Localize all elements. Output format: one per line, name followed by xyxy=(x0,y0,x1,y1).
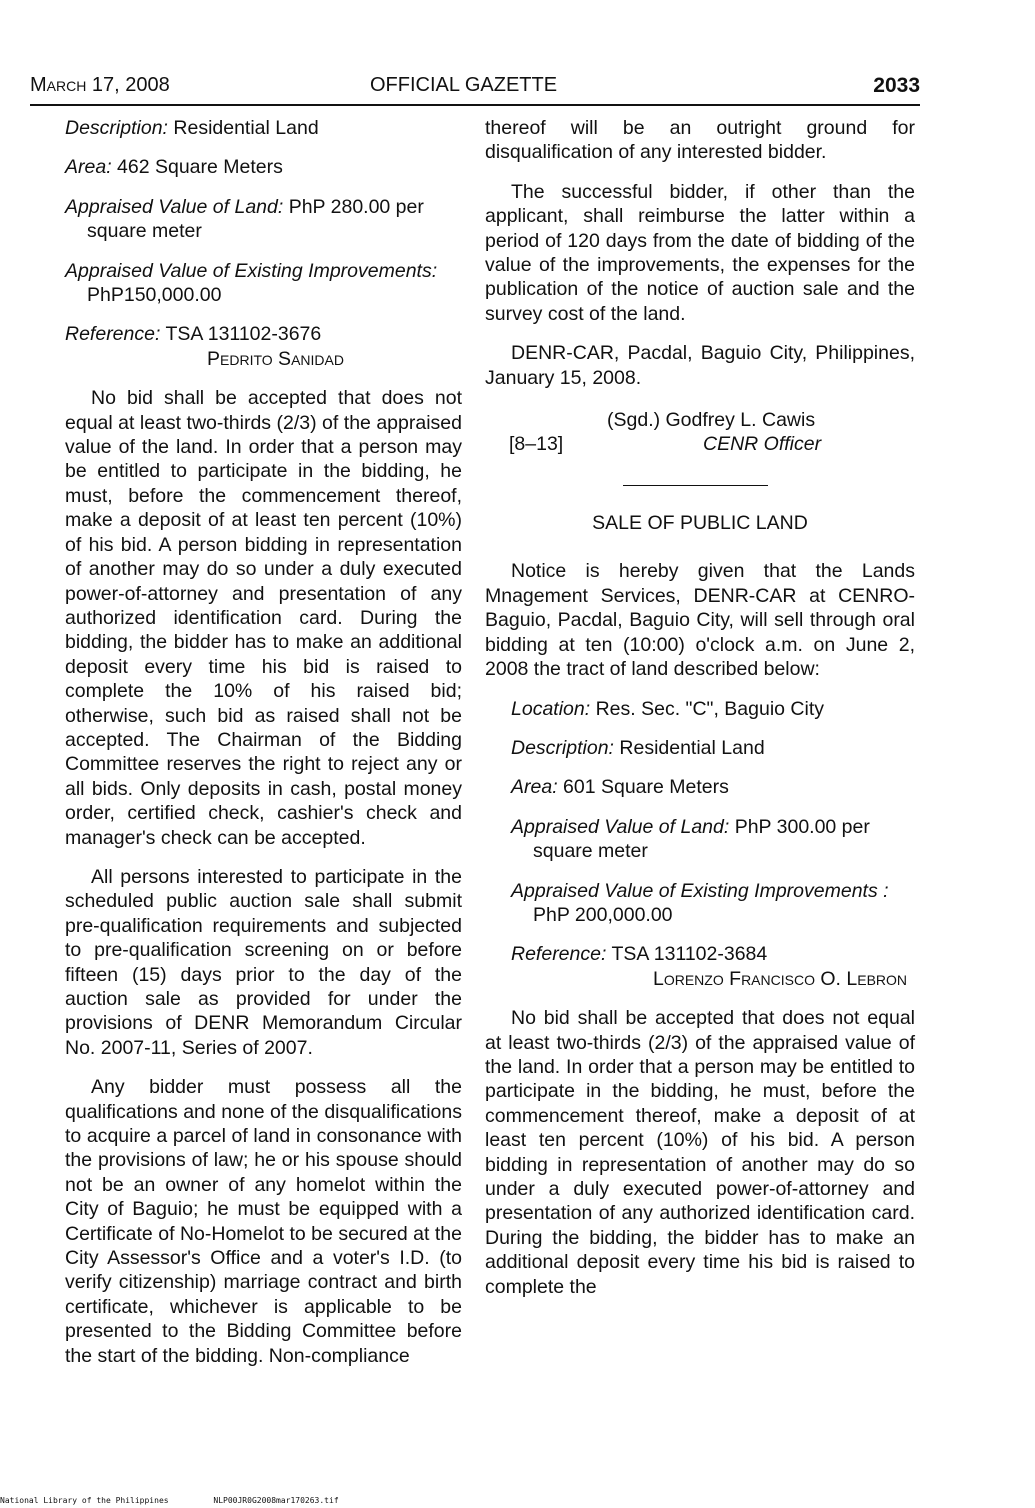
reference-field-2 xyxy=(511,942,915,991)
section-divider xyxy=(623,485,768,486)
appraised-land-label-2: Appraised Value of Land: xyxy=(511,815,730,838)
place-and-date: DENR-CAR, Pacdal, Baguio City, Philippines, January 15, 2008. xyxy=(485,342,915,389)
continued-paragraph: thereof will be an outright ground for disqualification of any interested bidder. xyxy=(485,117,915,164)
scan-footer xyxy=(0,1496,339,1505)
bid-rules-paragraph-2: No bid shall be accepted that does not equal at least two-thirds (2/3) of the appraised value of the land. In order that a person may be entitled to participate in the bidding, he must, before the commencement thereof, make a deposit of at least ten percent (10%) of his bid. A person bidding in representation of another may do so under a duly executed power-of-attorney and presentation of any authorized identification card. During the bidding, the bidder has to make an additional deposit every time his bid is raised to complete the xyxy=(485,1007,915,1298)
description-field xyxy=(65,116,462,140)
area-value-2: 601 Square Meters xyxy=(563,776,729,799)
publication-ref: [8–13] xyxy=(509,433,564,456)
location-label: Location: xyxy=(511,697,591,720)
description-field-2 xyxy=(511,736,915,760)
reference-name-2: Lorenzo Francisco O. Lebron xyxy=(653,967,908,990)
page-header xyxy=(30,70,920,106)
area-field xyxy=(65,155,462,179)
reference-name: Pedrito Sanidad xyxy=(207,347,344,370)
reference-value: TSA 131102-3676 xyxy=(165,323,322,346)
prequalification-paragraph: All persons interested to participate in the scheduled public auction sale shall submit pre-qualification requirements and subjected to pre-qualification screening on or before fifteen (15) days prior to the day of the auction sale as provided for under the provisions of DENR Memorandum Circular No. 2007-11, Series of 2007. xyxy=(65,865,462,1059)
reimbursement-paragraph: The successful bidder, if other than the applicant, shall reimburse the latter within a period of 120 days from the date of bidding of the value of the improvements, the expenses for the publication of the notice of auction sale and the survey cost of the land. xyxy=(485,180,915,325)
appraised-improvements-label-2: Appraised Value of Existing Improvements : xyxy=(511,879,889,902)
appraised-land-value-2: PhP 300.00 per square meter xyxy=(533,815,870,863)
area-value: 462 Square Meters xyxy=(117,156,283,179)
appraised-land-label: Appraised Value of Land: xyxy=(65,195,284,218)
area-label-2: Area: xyxy=(511,776,558,799)
appraised-improvements-field-2 xyxy=(511,879,915,928)
signature-block xyxy=(485,408,915,463)
signatory-role: CENR Officer xyxy=(703,433,822,456)
right-column xyxy=(485,116,915,1314)
appraised-land-field xyxy=(65,195,462,244)
appraised-improvements-value-2: PhP 200,000.00 xyxy=(533,903,673,926)
page-number: 2033 xyxy=(873,74,920,97)
signatory: (Sgd.) Godfrey L. Cawis xyxy=(607,409,816,432)
area-label: Area: xyxy=(65,156,112,179)
section-title: SALE OF PUBLIC LAND xyxy=(592,512,808,535)
left-column xyxy=(65,116,462,1383)
notice-paragraph: Notice is hereby given that the Lands Mnagement Services, DENR-CAR at CENRO-Baguio, Pacdal, Baguio City, will sell through oral bidding at ten (10:00) o'clock a.m. on June 2, 2008 the tract of land described below: xyxy=(485,560,915,681)
location-field xyxy=(511,697,915,721)
description-label-2: Description: xyxy=(511,736,614,759)
appraised-land-value: PhP 280.00 per square meter xyxy=(87,195,424,243)
area-field-2 xyxy=(511,775,915,799)
issue-date: March 17, 2008 xyxy=(30,74,170,96)
reference-field xyxy=(65,322,462,371)
description-value: Residential Land xyxy=(173,117,319,139)
description-value-2: Residential Land xyxy=(619,736,765,759)
library-credit: National Library of the Philippines xyxy=(0,1496,169,1505)
reference-label-2: Reference: xyxy=(511,943,607,966)
appraised-land-field-2 xyxy=(511,815,915,864)
appraised-improvements-field xyxy=(65,259,462,308)
qualifications-paragraph: Any bidder must possess all the qualifications and none of the disqualifications to acquire a parcel of land in consonance with the provisions of law; he or his spouse should not be an owner of any homelot within the City of Baguio; he must be equipped with a Certificate of No-Homelot to be secured at the City Assessor's Office and a voter's I.D. (to verify citizenship) marriage contract and birth certificate, whichever is applicable to be presented to the Bidding Committee before the start of the bidding. Non-compliance xyxy=(65,1076,462,1367)
scan-file-ref: NLP00JR0G2008mar170263.tif xyxy=(213,1496,339,1505)
description-label: Description: xyxy=(65,117,168,139)
publication-title: OFFICIAL GAZETTE xyxy=(370,74,558,96)
appraised-improvements-label: Appraised Value of Existing Improvements: xyxy=(65,259,438,282)
reference-label: Reference: xyxy=(65,323,161,346)
bid-rules-paragraph: No bid shall be accepted that does not equal at least two-thirds (2/3) of the appraised value of the land. In order that a person may be entitled to participate in the bidding, he must, before the commencement thereof, make a deposit of at least ten percent (10%) of his bid. A person bidding in representation of another may do so under a duly executed power-of-attorney and presentation of any authorized identification card. During the bidding, the bidder has to make an additional deposit every time his bid is raised to complete the 10% of his raised bid; otherwise, such bid as raised shall not be accepted. The Chairman of the Bidding Committee reserves the right to reject any or all bids. Only deposits in cash, postal money order, certified check, cashier's check and manager's check can be accepted. xyxy=(65,387,462,849)
appraised-improvements-value: PhP150,000.00 xyxy=(87,284,222,307)
reference-value-2: TSA 131102-3684 xyxy=(611,943,768,966)
location-value: Res. Sec. "C", Baguio City xyxy=(595,697,825,720)
